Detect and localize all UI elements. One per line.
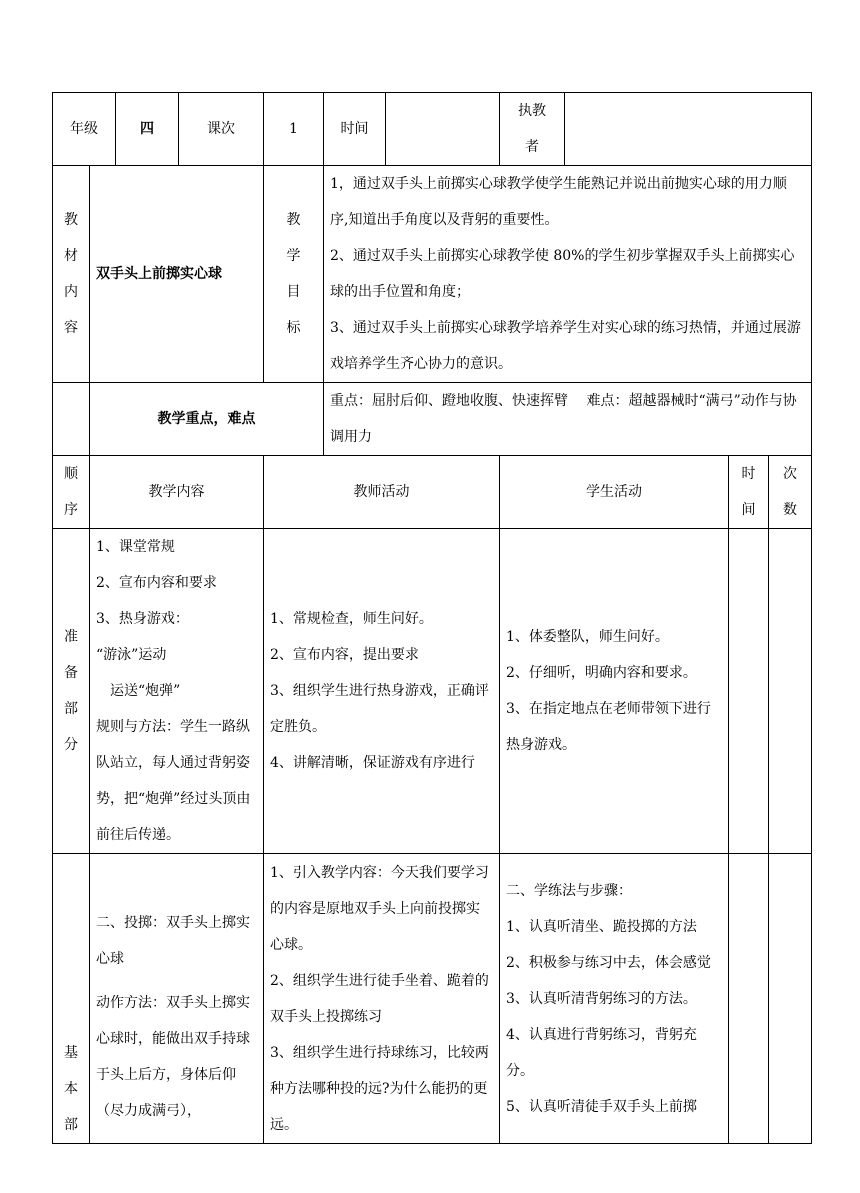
time-label: 时间 xyxy=(324,93,386,166)
goals-text: 1，通过双手头上前掷实心球教学使学生能熟记并说出前抛实心球的用力顺序,知道出手角度以及背躬的重要性。 2、通过双手头上前掷实心球教学使 80%的学生初步掌握双手头上前掷实心球的出手位置和角度； 3、通过双手头上前掷实心球教学培养学生对实心球的练习热情，并通过展游戏培养学生齐心协力的意识。 xyxy=(324,166,812,383)
grade-label: 年级 xyxy=(53,93,116,166)
teacher-activity-header: 教师活动 xyxy=(264,456,500,529)
teacher-label: 执教 者 xyxy=(500,93,565,166)
goal-label: 教 学 目 标 xyxy=(264,166,324,383)
prep-student: 1、体委整队，师生问好。 2、仔细听，明确内容和要求。 3、在指定地点在老师带领下进行热身游戏。 xyxy=(500,529,729,854)
teacher-value xyxy=(565,93,812,166)
header-row xyxy=(53,93,812,166)
content-header: 教学内容 xyxy=(90,456,264,529)
lesson-plan-table xyxy=(52,92,812,1144)
basic-row xyxy=(53,854,812,1144)
prep-row xyxy=(53,529,812,854)
student-activity-header: 学生活动 xyxy=(500,456,729,529)
order-header: 顺 序 xyxy=(53,456,90,529)
time-value xyxy=(386,93,500,166)
prep-teacher: 1、常规检查，师生问好。 2、宣布内容，提出要求 3、组织学生进行热身游戏，正确评定胜负。 4、讲解清晰，保证游戏有序进行 xyxy=(264,529,500,854)
grade-value: 四 xyxy=(116,93,179,166)
basic-teacher: 1、引入教学内容：今天我们要学习的内容是原地双手头上向前投掷实心球。 2、组织学生进行徒手坐着、跪着的双手头上投掷练习 3、组织学生进行持球练习，比较两种方法哪种投的远?为什么能扔的更远。 xyxy=(264,854,500,1144)
basic-student: 二、学练法与步骤： 1、认真听清坐、跪投掷的方法 2、积极参与练习中去，体会感觉 3、认真听清背躬练习的方法。 4、认真进行背躬练习，背躬充分。 5、认真听清徒手双手头上前掷 xyxy=(500,854,729,1144)
key-points-label: 教学重点，难点 xyxy=(90,383,324,456)
prep-content: 1、课堂常规 2、宣布内容和要求 3、热身游戏： “游泳”运动 运送“炮弹” 规则与方法：学生一路纵队站立，每人通过背躬姿势，把“炮弹”经过头顶由前往后传递。 xyxy=(90,529,264,854)
key-points-text: 重点：屈肘后仰、蹬地收腹、快速挥臂 难点：超越器械时“满弓”动作与协调用力 xyxy=(324,383,812,456)
lesson-label: 课次 xyxy=(179,93,264,166)
key-points-row xyxy=(53,383,812,456)
material-row xyxy=(53,166,812,383)
prep-label: 准 备 部 分 xyxy=(53,529,90,854)
basic-label: 基 本 部 xyxy=(53,854,90,1144)
basic-content: 二、投掷：双手头上掷实心球 动作方法：双手头上掷实心球时，能做出双手持球于头上后方，身体后仰（尽力成满弓）， xyxy=(90,854,264,1144)
time-header: 时 间 xyxy=(729,456,769,529)
column-header-row xyxy=(53,456,812,529)
material-label: 教 材 内 容 xyxy=(53,166,90,383)
lesson-value: 1 xyxy=(264,93,324,166)
material-value: 双手头上前掷实心球 xyxy=(90,166,264,383)
count-header: 次 数 xyxy=(769,456,812,529)
